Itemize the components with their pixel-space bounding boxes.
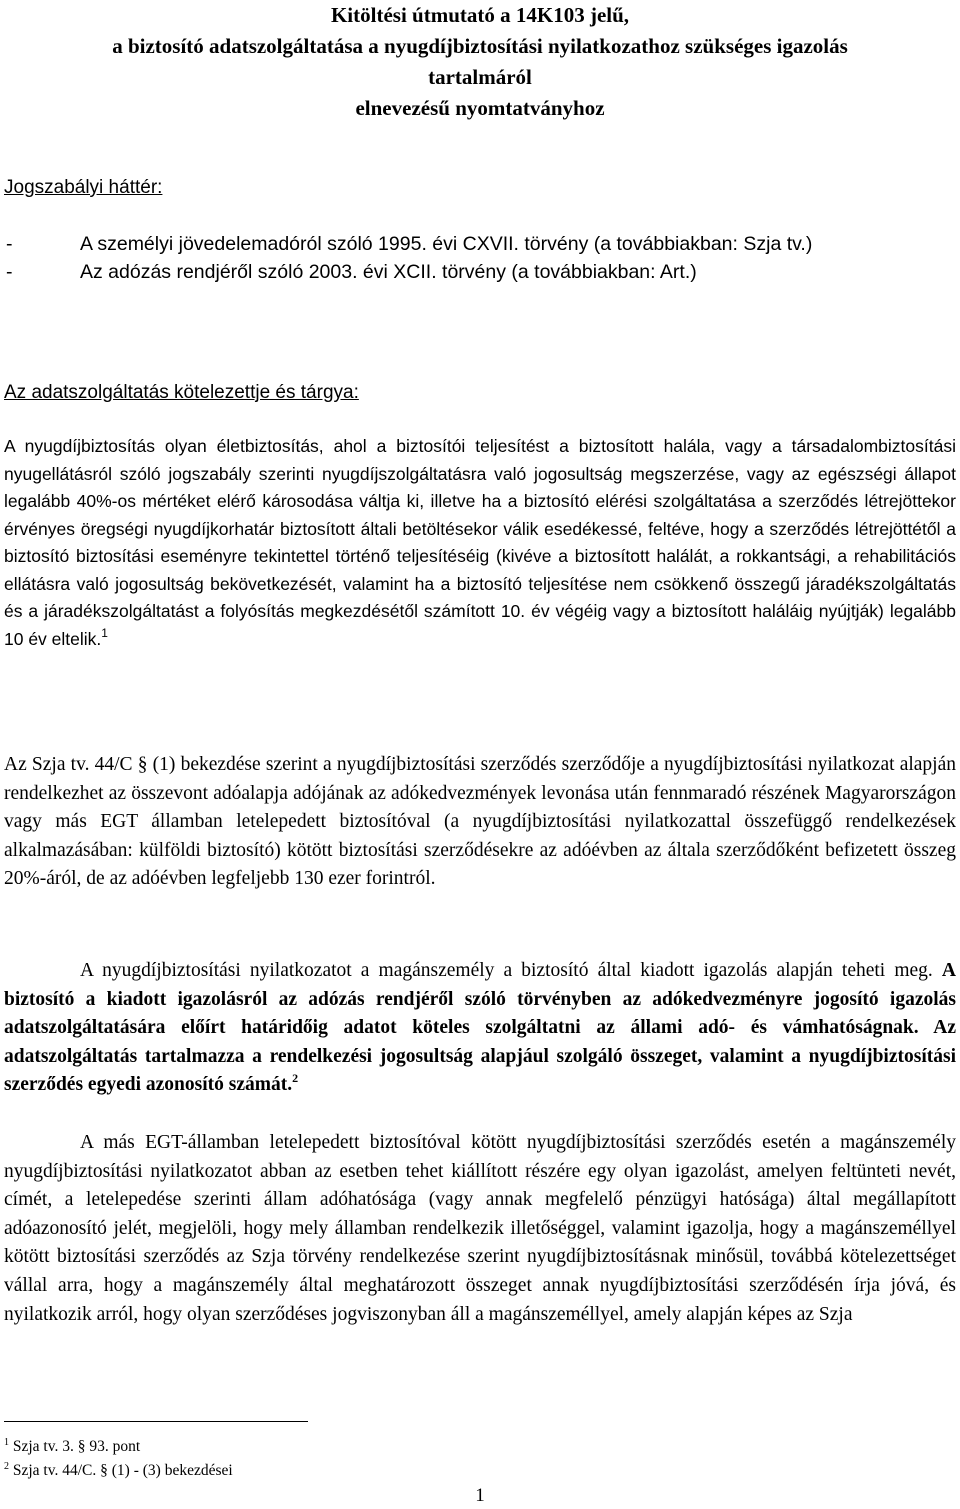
subject-heading: Az adatszolgáltatás kötelezettje és tárgya: xyxy=(4,382,359,403)
title-line-2: a biztosító adatszolgáltatása a nyugdíjbiztosítási nyilatkozathoz szükséges igazolás xyxy=(112,34,848,58)
list-dash: - xyxy=(6,261,13,283)
paragraph-insurer-obligation xyxy=(4,957,956,1100)
footnote-text: Szja tv. 44/C. § (1) - (3) bekezdései xyxy=(12,1462,233,1479)
footnote-separator xyxy=(4,1421,308,1422)
list-item-text: Az adózás rendjéről szóló 2003. évi XCII. törvény (a továbbiakban: Art.) xyxy=(80,261,697,283)
footnote-ref-2: 2 xyxy=(292,1071,299,1086)
footnote-number: 1 xyxy=(4,1437,9,1448)
list-item-text: A személyi jövedelemadóról szóló 1995. évi CXVII. törvény (a továbbiakban: Szja tv.) xyxy=(80,233,813,255)
page-number: 1 xyxy=(475,1485,485,1506)
document-title xyxy=(0,0,960,124)
paragraph-bold-text: A biztosító a kiadott igazolásról az adózás rendjéről szóló törvényben az adókedvezményre jogosító igazolás adatszolgáltatására előírt határidőig adatot köteles szolgáltatni az állami adó- és vámhatóságnak. Az adatszolgáltatás tartalmazza a rendelkezési jogosultság alapjául szolgáló összeget, valamint a nyugdíjbiztosítási szerződés egyedi azonosító számát. xyxy=(4,960,956,1096)
paragraph-definition xyxy=(4,433,956,653)
footnote-2 xyxy=(4,1461,233,1481)
paragraph-text: A nyugdíjbiztosítási nyilatkozatot a magánszemély a biztosító által kiadott igazolás alapján teheti meg. xyxy=(80,960,942,981)
paragraph-szja: Az Szja tv. 44/C § (1) bekezdése szerint a nyugdíjbiztosítási szerződés szerződője a nyugdíjbiztosítási nyilatkozat alapján rendelkezhet az összevont adóalapja adójának az adókedvezmények levonása után fennmaradó részének Magyarországon vagy más EGT államban letelepedett biztosítóval (a nyugdíjbiztosítási nyilatkozattal összefüggő rendelkezések alkalmazásában: külföldi biztosító) kötött biztosítási szerződésekre az adóévben az általa szerződőként befizetett összeg 20%-áról, de az adóévben legfeljebb 130 ezer forintról. xyxy=(4,754,956,890)
legal-background-heading: Jogszabályi háttér: xyxy=(4,177,163,198)
footnote-number: 2 xyxy=(4,1461,9,1472)
footnote-ref-1: 1 xyxy=(101,625,108,640)
list-item xyxy=(4,258,956,286)
legal-background-list xyxy=(4,230,956,286)
list-item xyxy=(4,230,956,258)
title-line-4: elnevezésű nyomtatványhoz xyxy=(355,96,605,120)
title-line-3: tartalmáról xyxy=(428,65,532,89)
list-dash: - xyxy=(6,233,13,255)
footnote-1 xyxy=(4,1437,140,1457)
title-line-1: Kitöltési útmutató a 14K103 jelű, xyxy=(330,3,630,27)
footnote-text: Szja tv. 3. § 93. pont xyxy=(12,1438,141,1455)
paragraph-egt: A más EGT-államban letelepedett biztosítóval kötött nyugdíjbiztosítási szerződés esetén a magánszemély nyugdíjbiztosítási nyilatkozatot abban az esetben tehet kiállított részére egy olyan igazolást, amelyen feltünteti nevét, címét, a letelepedése szerinti állam adóhatósága (vagy annak megfelelő pénzügyi hatósága) által megállapított adóazonosító jelét, megjelöli, hogy mely államban rendelkezik illetőséggel, valamint igazolja, hogy a magánszeméllyel kötött biztosítási szerződés az Szja törvény rendelkezése szerint nyugdíjbiztosításnak minősül, továbbá kötelezettséget vállal arra, hogy a magánszemély által meghatározott összeget annak nyugdíjbiztosítási szerződésén írja jóvá, és nyilatkozik arról, hogy olyan szerződéses jogviszonyban áll a magánszeméllyel, amely alapján képes az Szja xyxy=(4,1132,956,1325)
paragraph-text: A nyugdíjbiztosítás olyan életbiztosítás, ahol a biztosítói teljesítést a biztosított halála, vagy a társadalombiztosítási nyugellátásról szóló jogszabály szerinti nyugdíjszolgáltatásra való jogosultság megszerzése, vagy az egészségi állapot legalább 40%-os mértéket elérő károsodása váltja ki, illetve ha a biztosító elérési szolgáltatása a szerződés létrejöttekor érvényes öregségi nyugdíjkorhatár biztosított általi betöltésekor válik esedékessé, feltéve, hogy a szerződés létrejöttétől a biztosító biztosítási eseményre tekintettel történő teljesítéséig (kivéve a biztosított halálát, a rokkantsági, a rehabilitációs ellátásra való jogosultság bekövetkezését, valamint ha a biztosító teljesítése nem csökkenő összegű járadékszolgáltatás és a járadékszolgáltatást a folyósítás megkezdésétől számított 10. év végéig vagy a biztosított haláláig nyújtják) legalább 10 év eltelik. xyxy=(4,436,956,649)
